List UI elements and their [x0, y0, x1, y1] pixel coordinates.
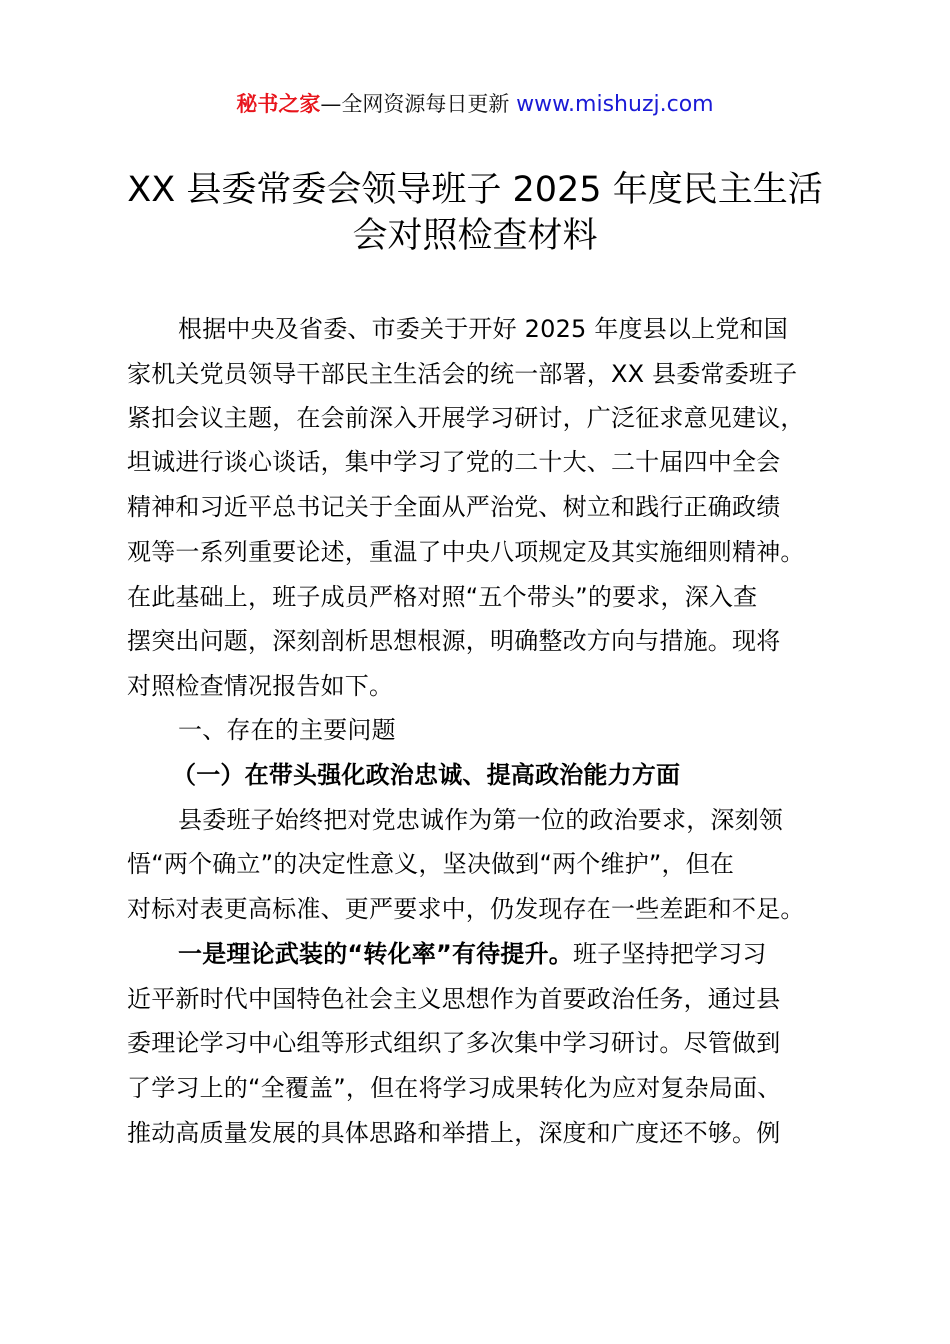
point-lead: 一是理论武装的“转化率”有待提升。	[178, 940, 573, 968]
intro-line: 紧扣会议主题，在会前深入开展学习研讨，广泛征求意见建议，	[127, 404, 805, 432]
banner-tagline: —全网资源每日更新	[320, 92, 517, 116]
site-url-link[interactable]: www.mishuzj.com	[516, 92, 714, 117]
para-line	[178, 939, 908, 969]
para-line: 近平新时代中国特色社会主义思想作为首要政治任务，通过县	[127, 985, 781, 1013]
intro-line: 观等一系列重要论述，重温了中央八项规定及其实施细则精神。	[127, 538, 805, 566]
brand-name: 秘书之家	[236, 92, 321, 116]
para-line: 悟“两个确立”的决定性意义，坚决做到“两个维护”，但在	[127, 850, 735, 878]
intro-line: 摆突出问题，深刻剖析思想根源，明确整改方向与措施。现将	[127, 627, 781, 655]
intro-line: 对照检查情况报告如下。	[127, 672, 394, 700]
intro-line: 根据中央及省委、市委关于开好 2025 年度县以上党和国	[178, 315, 788, 343]
site-banner	[0, 88, 950, 121]
document-title-line-1: XX 县委常委会领导班子 2025 年度民主生活	[127, 170, 823, 210]
para-line: 县委班子始终把对党忠诚作为第一位的政治要求，深刻领	[178, 806, 783, 834]
section-heading: 一、存在的主要问题	[178, 716, 396, 744]
point-text: 班子坚持把学习习	[572, 940, 767, 968]
subsection-heading: （一）在带头强化政治忠诚、提高政治能力方面	[172, 761, 681, 789]
para-line: 对标对表更高标准、更严要求中，仍发现存在一些差距和不足。	[127, 895, 805, 923]
intro-line: 家机关党员领导干部民主生活会的统一部署，XX 县委常委班子	[127, 360, 798, 388]
para-line: 了学习上的“全覆盖”，但在将学习成果转化为应对复杂局面、	[127, 1074, 782, 1102]
intro-line: 精神和习近平总书记关于全面从严治党、树立和践行正确政绩	[127, 493, 781, 521]
intro-line: 在此基础上，班子成员严格对照“五个带头”的要求，深入查	[127, 583, 758, 611]
para-line: 推动高质量发展的具体思路和举措上，深度和广度还不够。例	[127, 1119, 781, 1147]
intro-line: 坦诚进行谈心谈话，集中学习了党的二十大、二十届四中全会	[127, 448, 781, 476]
document-title-line-2: 会对照检查材料	[352, 216, 598, 256]
para-line: 委理论学习中心组等形式组织了多次集中学习研讨。尽管做到	[127, 1029, 781, 1057]
